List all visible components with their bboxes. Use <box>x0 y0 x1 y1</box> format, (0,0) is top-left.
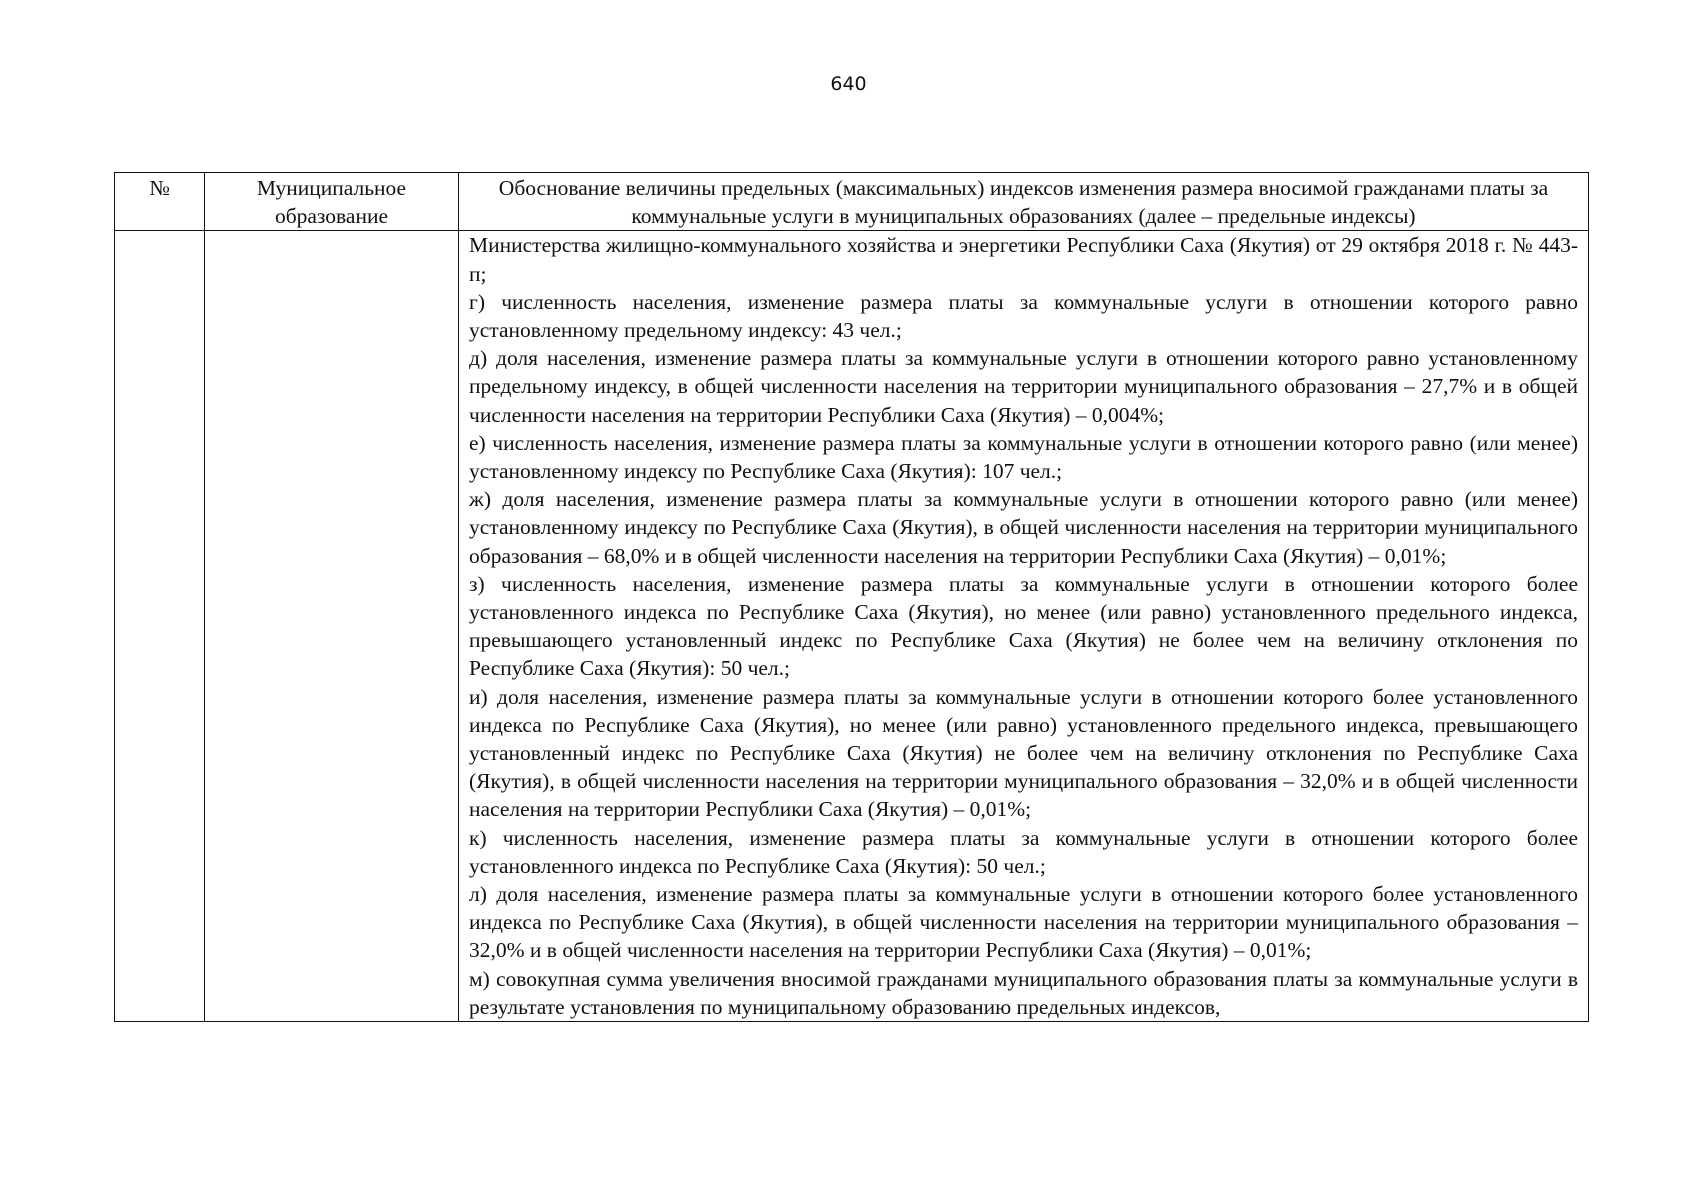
paragraph: е) численность населения, изменение размера платы за коммунальные услуги в отношении которого равно (или менее) установленному индексу по Республике Саха (Якутия): 107 чел.; <box>469 430 1578 484</box>
paragraph: к) численность населения, изменение размера платы за коммунальные услуги в отношении которого более установленного индекса по Республике Саха (Якутия): 50 чел.; <box>469 825 1578 878</box>
cell-justification <box>459 231 1589 1022</box>
cell-municipality <box>205 231 459 1022</box>
cell-number <box>115 231 205 1022</box>
paragraph: д) доля населения, изменение размера платы за коммунальные услуги в отношении которого равно установленному предельному индексу, в общей численности населения на территории муниципального образования – 27,7% и в общей численности населения на территории Республики Саха (Якутия) – 0,004%; <box>469 346 1578 427</box>
table-header-row <box>115 173 1589 231</box>
paragraph: и) доля населения, изменение размера платы за коммунальные услуги в отношении которого более установленного индекса по Республике Саха (Якутия), но менее (или равно) установленного предельного индекса, превышающего установленный индекс по Республике Саха (Якутия) не более чем на величину отклонения по Республике Саха (Якутия), в общей численности населения на территории муниципального образования – 32,0% и в общей численности населения на территории Республики Саха (Якутия) – 0,01%; <box>469 684 1578 822</box>
page-number: 640 <box>830 73 867 95</box>
justification-table <box>114 172 1589 1022</box>
header-municipality: Муниципальное образование <box>205 173 459 231</box>
header-number: № <box>115 173 205 231</box>
paragraph: л) доля населения, изменение размера платы за коммунальные услуги в отношении которого более установленного индекса по Республике Саха (Якутия), в общей численности населения на территории муниципального образования – 32,0% и в общей численности населения на территории Республики Саха (Якутия) – 0,01%; <box>469 882 1578 963</box>
paragraph: г) численность населения, изменение размера платы за коммунальные услуги в отношении которого равно установленному предельному индексу: 43 чел.; <box>469 289 1578 343</box>
header-justification: Обоснование величины предельных (максимальных) индексов изменения размера вносимой гражданами платы за коммунальные услуги в муниципальных образованиях (далее – предельные индексы) <box>459 173 1589 231</box>
paragraph: з) численность населения, изменение размера платы за коммунальные услуги в отношении которого более установленного индекса по Республике Саха (Якутия), но менее (или равно) установленного предельного индекса, превышающего установленный индекс по Республике Саха (Якутия) не более чем на величину отклонения по Республике Саха (Якутия): 50 чел.; <box>469 571 1578 681</box>
paragraph: ж) доля населения, изменение размера платы за коммунальные услуги в отношении которого равно (или менее) установленному индексу по Республике Саха (Якутия), в общей численности населения на территории муниципального образования – 68,0% и в общей численности населения на территории Республики Саха (Якутия) – 0,01%; <box>469 487 1578 568</box>
paragraph: Министерства жилищно-коммунального хозяйства и энергетики Республики Саха (Якутия) от 29 октября 2018 г. № 443-п; <box>469 233 1578 286</box>
paragraph: м) совокупная сумма увеличения вносимой гражданами муниципального образования платы за коммунальные услуги в результате установления по муниципальному образованию предельных индексов, <box>469 966 1578 1019</box>
table-row <box>115 231 1589 1022</box>
